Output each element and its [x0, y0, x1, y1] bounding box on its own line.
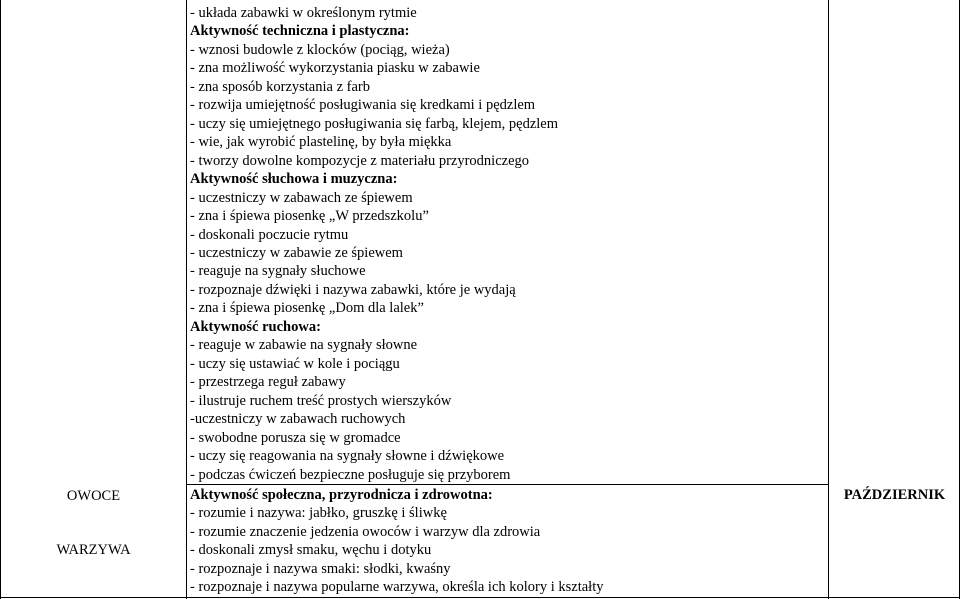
- section-heading: Aktywność słuchowa i muzyczna:: [190, 171, 398, 188]
- topic-cell: [2, 487, 185, 559]
- list-item: - tworzy dowolne kompozycje z materiału przyrodniczego: [190, 152, 530, 169]
- list-item: - przestrzega reguł zabawy: [190, 374, 346, 391]
- list-item: - doskonali poczucie rytmu: [190, 226, 349, 243]
- list-item: - zna możliwość wykorzystania piasku w zabawie: [190, 60, 480, 77]
- section-heading: Aktywność ruchowa:: [190, 318, 321, 335]
- list-item: - reaguje na sygnały słuchowe: [190, 263, 366, 280]
- list-item: - rozpoznaje i nazywa smaki: słodki, kwaśny: [190, 560, 451, 577]
- section-heading: Aktywność techniczna i plastyczna:: [190, 23, 410, 40]
- list-item: - wie, jak wyrobić plastelinę, by była miękka: [190, 134, 452, 151]
- list-item: - swobodne porusza się w gromadce: [190, 429, 401, 446]
- list-item: - rozumie i nazywa: jabłko, gruszkę i śliwkę: [190, 505, 447, 522]
- list-item: - zna i śpiewa piosenkę „Dom dla lalek”: [190, 300, 424, 317]
- section-heading: Aktywność społeczna, przyrodnicza i zdrowotna:: [190, 487, 493, 503]
- month-cell: PAŹDZIERNIK: [843, 487, 946, 503]
- table-border-bottom: [0, 597, 960, 598]
- list-item: - rozpoznaje i nazywa popularne warzywa, określa ich kolory i kształty: [190, 579, 604, 595]
- table-border-left: [0, 0, 1, 599]
- list-item: - uczestniczy w zabawach ze śpiewem: [190, 189, 413, 206]
- column-divider-2: [828, 0, 829, 599]
- topic-line-1: OWOCE: [66, 488, 121, 504]
- list-item: - zna sposób korzystania z farb: [190, 78, 370, 95]
- row-divider: [186, 484, 829, 485]
- list-item: - uczestniczy w zabawie ze śpiewem: [190, 244, 403, 261]
- list-item: - rozwija umiejętność posługiwania się kredkami i pędzlem: [190, 97, 536, 114]
- list-item: - uczy się ustawiać w kole i pociągu: [190, 355, 400, 372]
- list-item: - rozpoznaje dźwięki i nazywa zabawki, które je wydają: [190, 281, 516, 298]
- list-item: -uczestniczy w zabawach ruchowych: [190, 411, 406, 428]
- column-divider-1: [186, 0, 187, 599]
- list-item: - podczas ćwiczeń bezpieczne posługuje się przyborem: [190, 466, 511, 483]
- list-item: - układa zabawki w określonym rytmie: [190, 5, 417, 21]
- list-item: - ilustruje ruchem treść prostych wierszyków: [190, 392, 452, 409]
- topic-line-2: WARZYWA: [56, 542, 131, 558]
- list-item: - reaguje w zabawie na sygnały słowne: [190, 337, 418, 354]
- list-item: - rozumie znaczenie jedzenia owoców i warzyw dla zdrowia: [190, 523, 541, 540]
- list-item: - doskonali zmysł smaku, węchu i dotyku: [190, 542, 432, 559]
- list-item: - zna i śpiewa piosenkę „W przedszkolu”: [190, 208, 429, 225]
- list-item: - wznosi budowle z klocków (pociąg, wieża): [190, 41, 450, 58]
- list-item: - uczy się umiejętnego posługiwania się farbą, klejem, pędzlem: [190, 115, 559, 132]
- list-item: - uczy się reagowania na sygnały słowne i dźwiękowe: [190, 448, 505, 465]
